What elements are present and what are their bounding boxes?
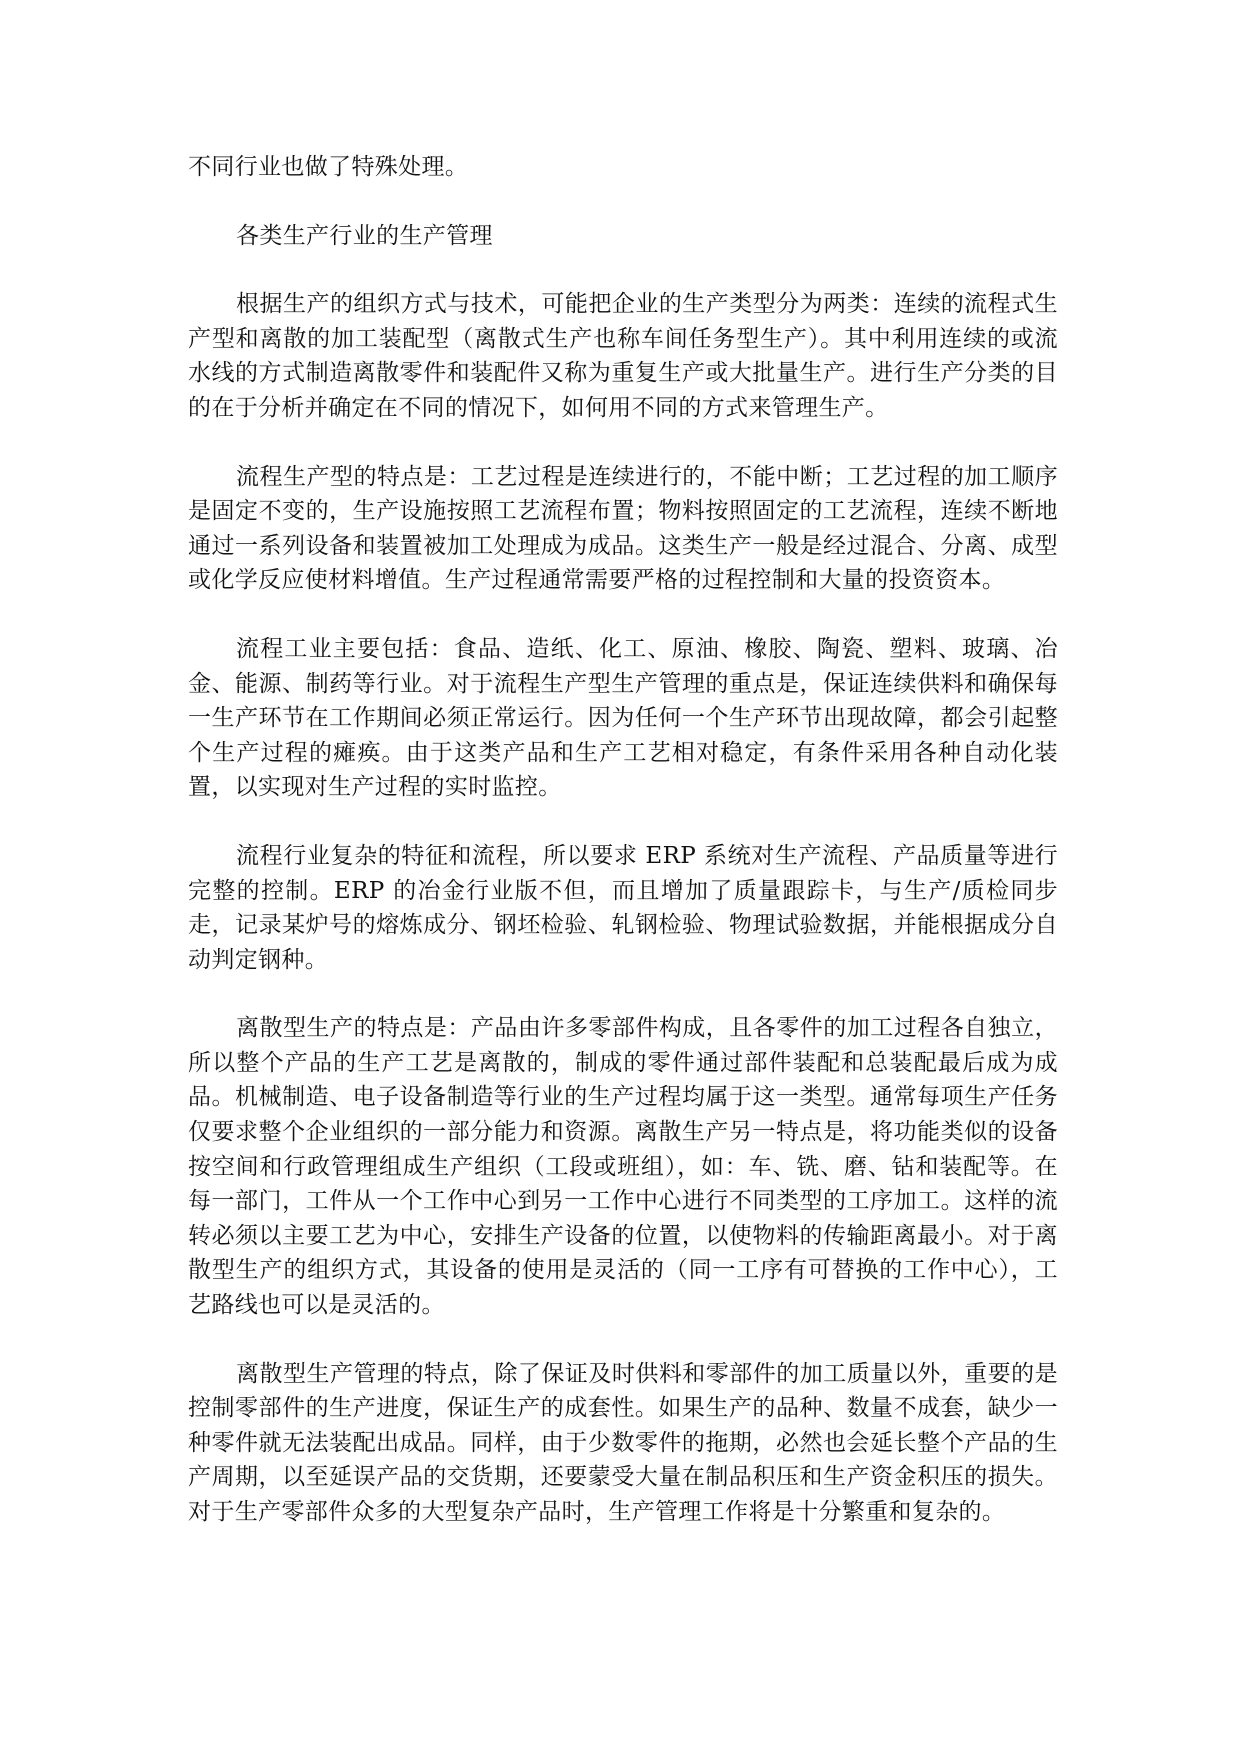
document-body <box>188 150 1058 1564</box>
paragraph-discrete-management: 离散型生产管理的特点，除了保证及时供料和零部件的加工质量以外，重要的是控制零部件的生产进度，保证生产的成套性。如果生产的品种、数量不成套，缺少一种零件就无法装配出成品。同样，由于少数零件的拖期，必然也会延长整个产品的生产周期，以至延误产品的交货期，还要蒙受大量在制品积压和生产资金积压的损失。对于生产零部件众多的大型复杂产品时，生产管理工作将是十分繁重和复杂的。 <box>188 1360 1058 1525</box>
section-heading: 各类生产行业的生产管理 <box>236 222 493 249</box>
paragraph-discrete-production: 离散型生产的特点是：产品由许多零部件构成，且各零件的加工过程各自独立，所以整个产品的生产工艺是离散的，制成的零件通过部件装配和总装配最后成为成品。机械制造、电子设备制造等行业的生产过程均属于这一类型。通常每项生产任务仅要求整个企业组织的一部分能力和资源。离散生产另一特点是，将功能类似的设备按空间和行政管理组成生产组织（工段或班组），如：车、铣、磨、钻和装配等。在每一部门，工件从一个工作中心到另一工作中心进行不同类型的工序加工。这样的流转必须以主要工艺为中心，安排生产设备的位置，以使物料的传输距离最小。对于离散型生产的组织方式，其设备的使用是灵活的（同一工序有可替换的工作中心），工艺路线也可以是灵活的。 <box>188 1015 1058 1319</box>
paragraph-production-types: 根据生产的组织方式与技术，可能把企业的生产类型分为两类：连续的流程式生产型和离散的加工装配型（离散式生产也称车间任务型生产）。其中利用连续的或流水线的方式制造离散零件和装配件又称为重复生产或大批量生产。进行生产分类的目的在于分析并确定在不同的情况下，如何用不同的方式来管理生产。 <box>188 291 1058 421</box>
paragraph-process-industries: 流程工业主要包括：食品、造纸、化工、原油、橡胶、陶瓷、塑料、玻璃、冶金、能源、制药等行业。对于流程生产型生产管理的重点是，保证连续供料和确保每一生产环节在工作期间必须正常运行。因为任何一个生产环节出现故障，都会引起整个生产过程的瘫痪。由于这类产品和生产工艺相对稳定，有条件采用各种自动化装置，以实现对生产过程的实时监控。 <box>188 635 1058 801</box>
paragraph-continuation: 不同行业也做了特殊处理。 <box>188 154 469 180</box>
paragraph-process-production: 流程生产型的特点是：工艺过程是连续进行的，不能中断；工艺过程的加工顺序是固定不变的，生产设施按照工艺流程布置；物料按照固定的工艺流程，连续不断地通过一系列设备和装置被加工处理成为成品。这类生产一般是经过混合、分离、成型或化学反应使材料增值。生产过程通常需要严格的过程控制和大量的投资资本。 <box>188 463 1058 594</box>
paragraph-erp-control: 流程行业复杂的特征和流程，所以要求 ERP 系统对生产流程、产品质量等进行完整的控制。ERP 的冶金行业版不但，而且增加了质量跟踪卡，与生产/质检同步走，记录某炉号的熔炼成分、钢坯检验、轧钢检验、物理试验数据，并能根据成分自动判定钢种。 <box>188 842 1058 973</box>
